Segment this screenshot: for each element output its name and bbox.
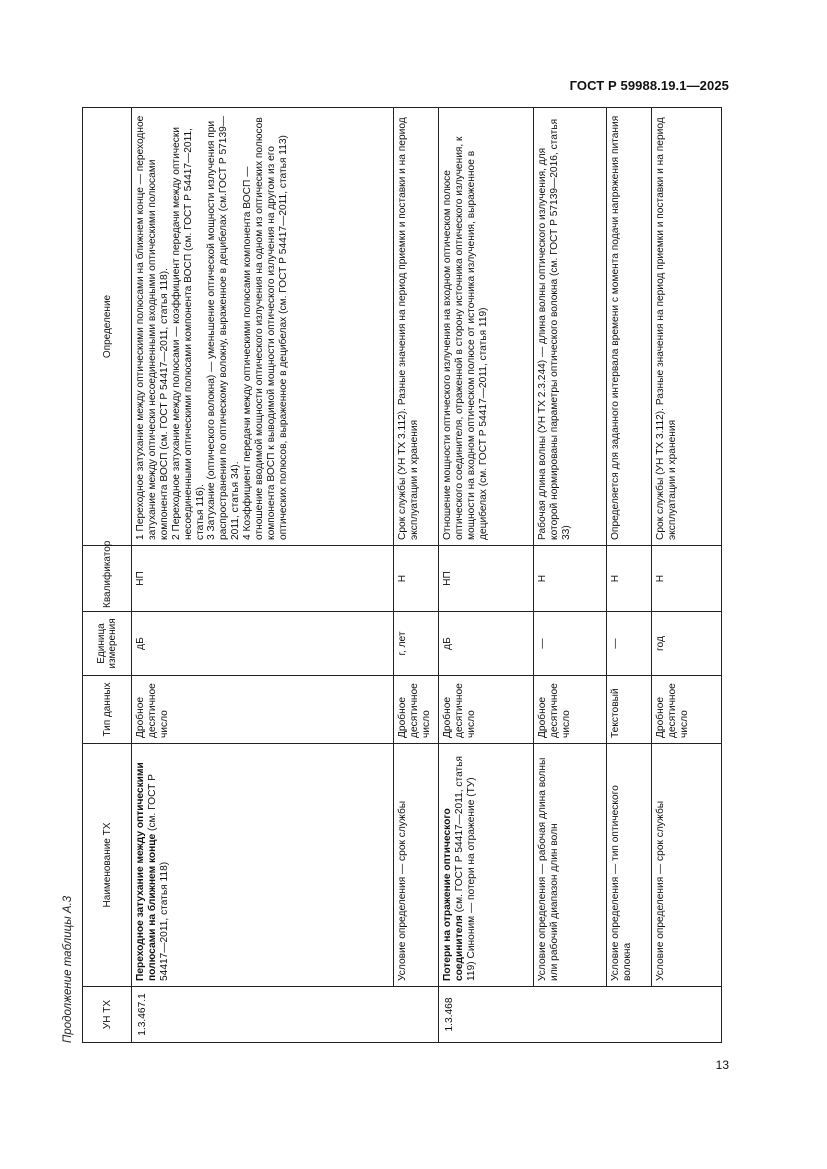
rotated-table-area <box>62 108 722 1043</box>
data-type: Дробное десятичное число <box>132 676 394 744</box>
definition: Рабочая длина волны (УН ТХ 2.3.244) — длина волны оптического излучения, для которой нормированы параметры оптического волокна (см. ГОСТ Р 57139—2016, статья 33) <box>534 108 607 546</box>
column-header-definition: Определение <box>83 108 132 546</box>
column-header-code: УН ТХ <box>83 987 132 1043</box>
unit: дБ <box>439 612 534 676</box>
unit: — <box>607 612 652 676</box>
characteristic-name: Условие определения — рабочая длина волны или рабочий диапазон длин волн <box>534 744 607 987</box>
table-row <box>534 108 607 1043</box>
characteristic-name-bold: Потери на отражение оптического соединителя <box>442 808 465 981</box>
qualifier: Н <box>534 546 607 612</box>
characteristics-table <box>82 107 722 1043</box>
unit: г, лет <box>394 612 439 676</box>
definition-item: 2 Переходное затухание между полюсами — коэффициент передачи между оптически несоединенными оптическими полюсами компонента ВОСП (см. ГОСТ Р 54417—2011, статья 116). <box>170 127 206 540</box>
characteristic-reference: (см. ГОСТ Р 54417—2011, статья 119) <box>453 755 477 981</box>
characteristic-name: Условие определения — тип оптического волокна <box>607 744 652 987</box>
data-type: Дробное десятичное число <box>652 676 722 744</box>
data-type: Дробное десятичное число <box>394 676 439 744</box>
data-type: Дробное десятичное число <box>534 676 607 744</box>
table-row <box>652 108 722 1043</box>
table-row <box>439 108 534 1043</box>
characteristic-name <box>439 744 534 987</box>
characteristic-code: 1.3.467.1 <box>132 987 439 1043</box>
page-number: 13 <box>715 1058 729 1072</box>
definition <box>132 108 394 546</box>
table-row <box>132 108 394 1043</box>
characteristic-code: 1.3.468 <box>439 987 722 1043</box>
unit: — <box>534 612 607 676</box>
characteristic-reference: (см. ГОСТ Р 54417—2011, статья 118) <box>146 774 170 981</box>
qualifier: Н <box>394 546 439 612</box>
characteristic-name-bold: Переходное затухание между оптическими полюсами на ближнем конце <box>135 762 158 981</box>
table-caption: Продолжение таблицы А.3 <box>62 895 74 1043</box>
characteristic-name: Условие определения — срок службы <box>394 744 439 987</box>
definition: Отношение мощности оптического излучения на входном оптическом полюсе оптического соединителя, отраженной в сторону источника оптического излучения, к мощности на входном оптическом полюсе от источника излучения, выраженное в децибелах (см. ГОСТ Р 54417—2011, статья 119) <box>439 108 534 546</box>
definition: Срок службы (УН ТХ 3.112). Разные значения на период приемки и поставки и на период эксплуатации и хранения <box>652 108 722 546</box>
definition-item: 1 Переходное затухание между оптическими полюсами на ближнем конце — переходное затухание между оптически несоединенными входными оптическими полюсами компонента ВОСП (см. ГОСТ Р 54417—2011, статья 118). <box>135 115 170 540</box>
characteristic-name <box>132 744 394 987</box>
unit: год <box>652 612 722 676</box>
definition-item: 4 Коэффициент передачи между оптическими полюсами компонента ВОСП — отношение вводимой мощности оптического излучения на одном из оптических полюсов компонента ВОСП к выводимой мощности оптического излучения на другом из его оптических полюсов, выраженное в децибелах (см. ГОСТ Р 54417—2011, статья 113) <box>242 117 289 540</box>
definition: Определяется для заданного интервала времени с момента подачи напряжения питания <box>607 108 652 546</box>
definition-item: 3 Затухание (оптического волокна) — уменьшение оптической мощности излучения при распространении по оптическому волокну, выраженное в децибелах (см.ГОСТ Р 57139—2011, статья 34). <box>206 116 242 540</box>
column-header-name: Наименование ТХ <box>83 744 132 987</box>
data-type: Дробное десятичное число <box>439 676 534 744</box>
qualifier: НП <box>439 546 534 612</box>
characteristic-name: Условие определения — срок службы <box>652 744 722 987</box>
table-row <box>607 108 652 1043</box>
document-number: ГОСТ Р 59988.19.1—2025 <box>569 78 729 93</box>
data-type: Текстовый <box>607 676 652 744</box>
column-header-unit: Единица измерения <box>83 612 132 676</box>
qualifier: Н <box>607 546 652 612</box>
column-header-type: Тип данных <box>83 676 132 744</box>
definition: Срок службы (УН ТХ 3.112). Разные значения на период приемки и поставки и на период эксплуатации и хранения <box>394 108 439 546</box>
column-header-qualifier: Квалификатор <box>83 546 132 612</box>
table-row <box>394 108 439 1043</box>
qualifier: НП <box>132 546 394 612</box>
qualifier: Н <box>652 546 722 612</box>
table-header-row <box>83 108 132 1043</box>
characteristic-synonym: Синоним — потери на отражение (ТУ) <box>465 777 477 959</box>
unit: дБ <box>132 612 394 676</box>
